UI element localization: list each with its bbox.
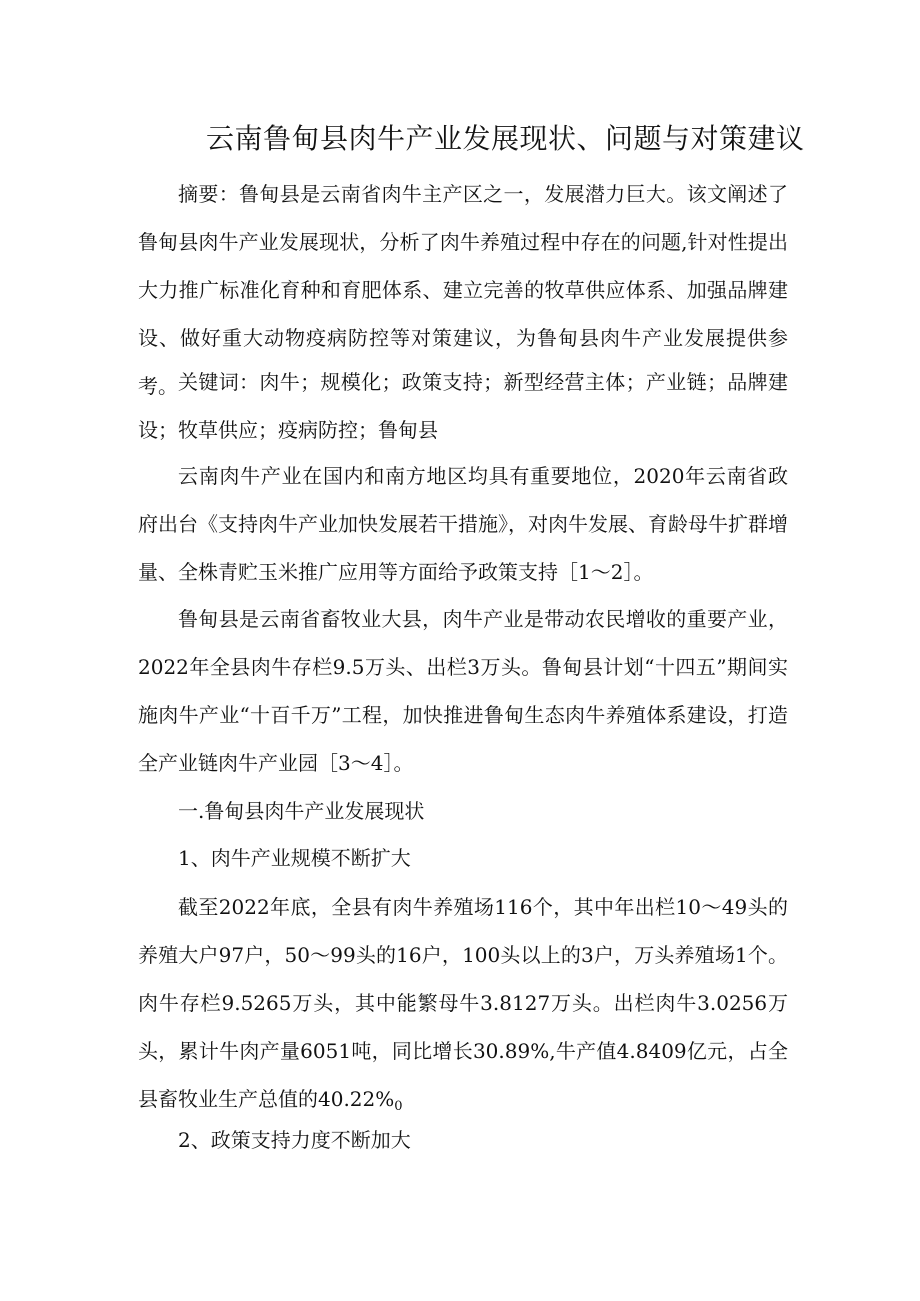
keywords-paragraph: 关键词：肉牛；规模化；政策支持；新型经营主体；产业链；品牌建设；牧草供应；疫病防控；鲁甸县 xyxy=(138,370,788,442)
intro-paragraph-2: 鲁甸县是云南省畜牧业大县，肉牛产业是带动农民增收的重要产业，2022年全县肉牛存栏9.5万头、出栏3万头。鲁甸县计划“十四五”期间实施肉牛产业“十百千万”工程，加快推进鲁甸生态肉牛养殖体系建设，打造全产业链肉牛产业园［3〜4］。 xyxy=(138,607,788,775)
body-paragraph-1-text: 截至2022年底，全县有肉牛养殖场116个，其中年出栏10〜49头的养殖大户97户，50〜99头的16户，100头以上的3户，万头养殖场1个。肉牛存栏9.5265万头，其中能繁母牛3.8127万头。出栏肉牛3.0256万头，累计牛肉产量6051吨，同比增长30.89%,牛产值4.8409亿元，占全县畜牧业生产总值的40.22% xyxy=(138,895,788,1111)
abstract-paragraph: 摘要：鲁甸县是云南省肉牛主产区之一，发展潜力巨大。该文阐述了鲁甸县肉牛产业发展现状，分析了肉牛养殖过程中存在的问题,针对性提出大力推广标准化育种和育肥体系、建立完善的牧草供应体系、加强品牌建设、做好重大动物疫病防控等对策建议，为鲁甸县肉牛产业发展提供参考。 xyxy=(138,182,788,398)
document-title: 云南鲁甸县肉牛产业发展现状、问题与对策建议 xyxy=(206,122,805,155)
subsection-heading-2: 2、政策支持力度不断加大 xyxy=(178,1128,411,1152)
body-paragraph-1-subscript: 0 xyxy=(394,1099,403,1114)
section-heading-1: 一.鲁甸县肉牛产业发展现状 xyxy=(178,799,425,823)
body-paragraph-1 xyxy=(138,883,788,1131)
subsection-heading-1: 1、肉牛产业规模不断扩大 xyxy=(178,846,411,870)
intro-paragraph-1: 云南肉牛产业在国内和南方地区均具有重要地位，2020年云南省政府出台《支持肉牛产业加快发展若干措施》，对肉牛发展、育龄母牛扩群增量、全株青贮玉米推广应用等方面给予政策支持［1〜2］。 xyxy=(138,464,788,584)
